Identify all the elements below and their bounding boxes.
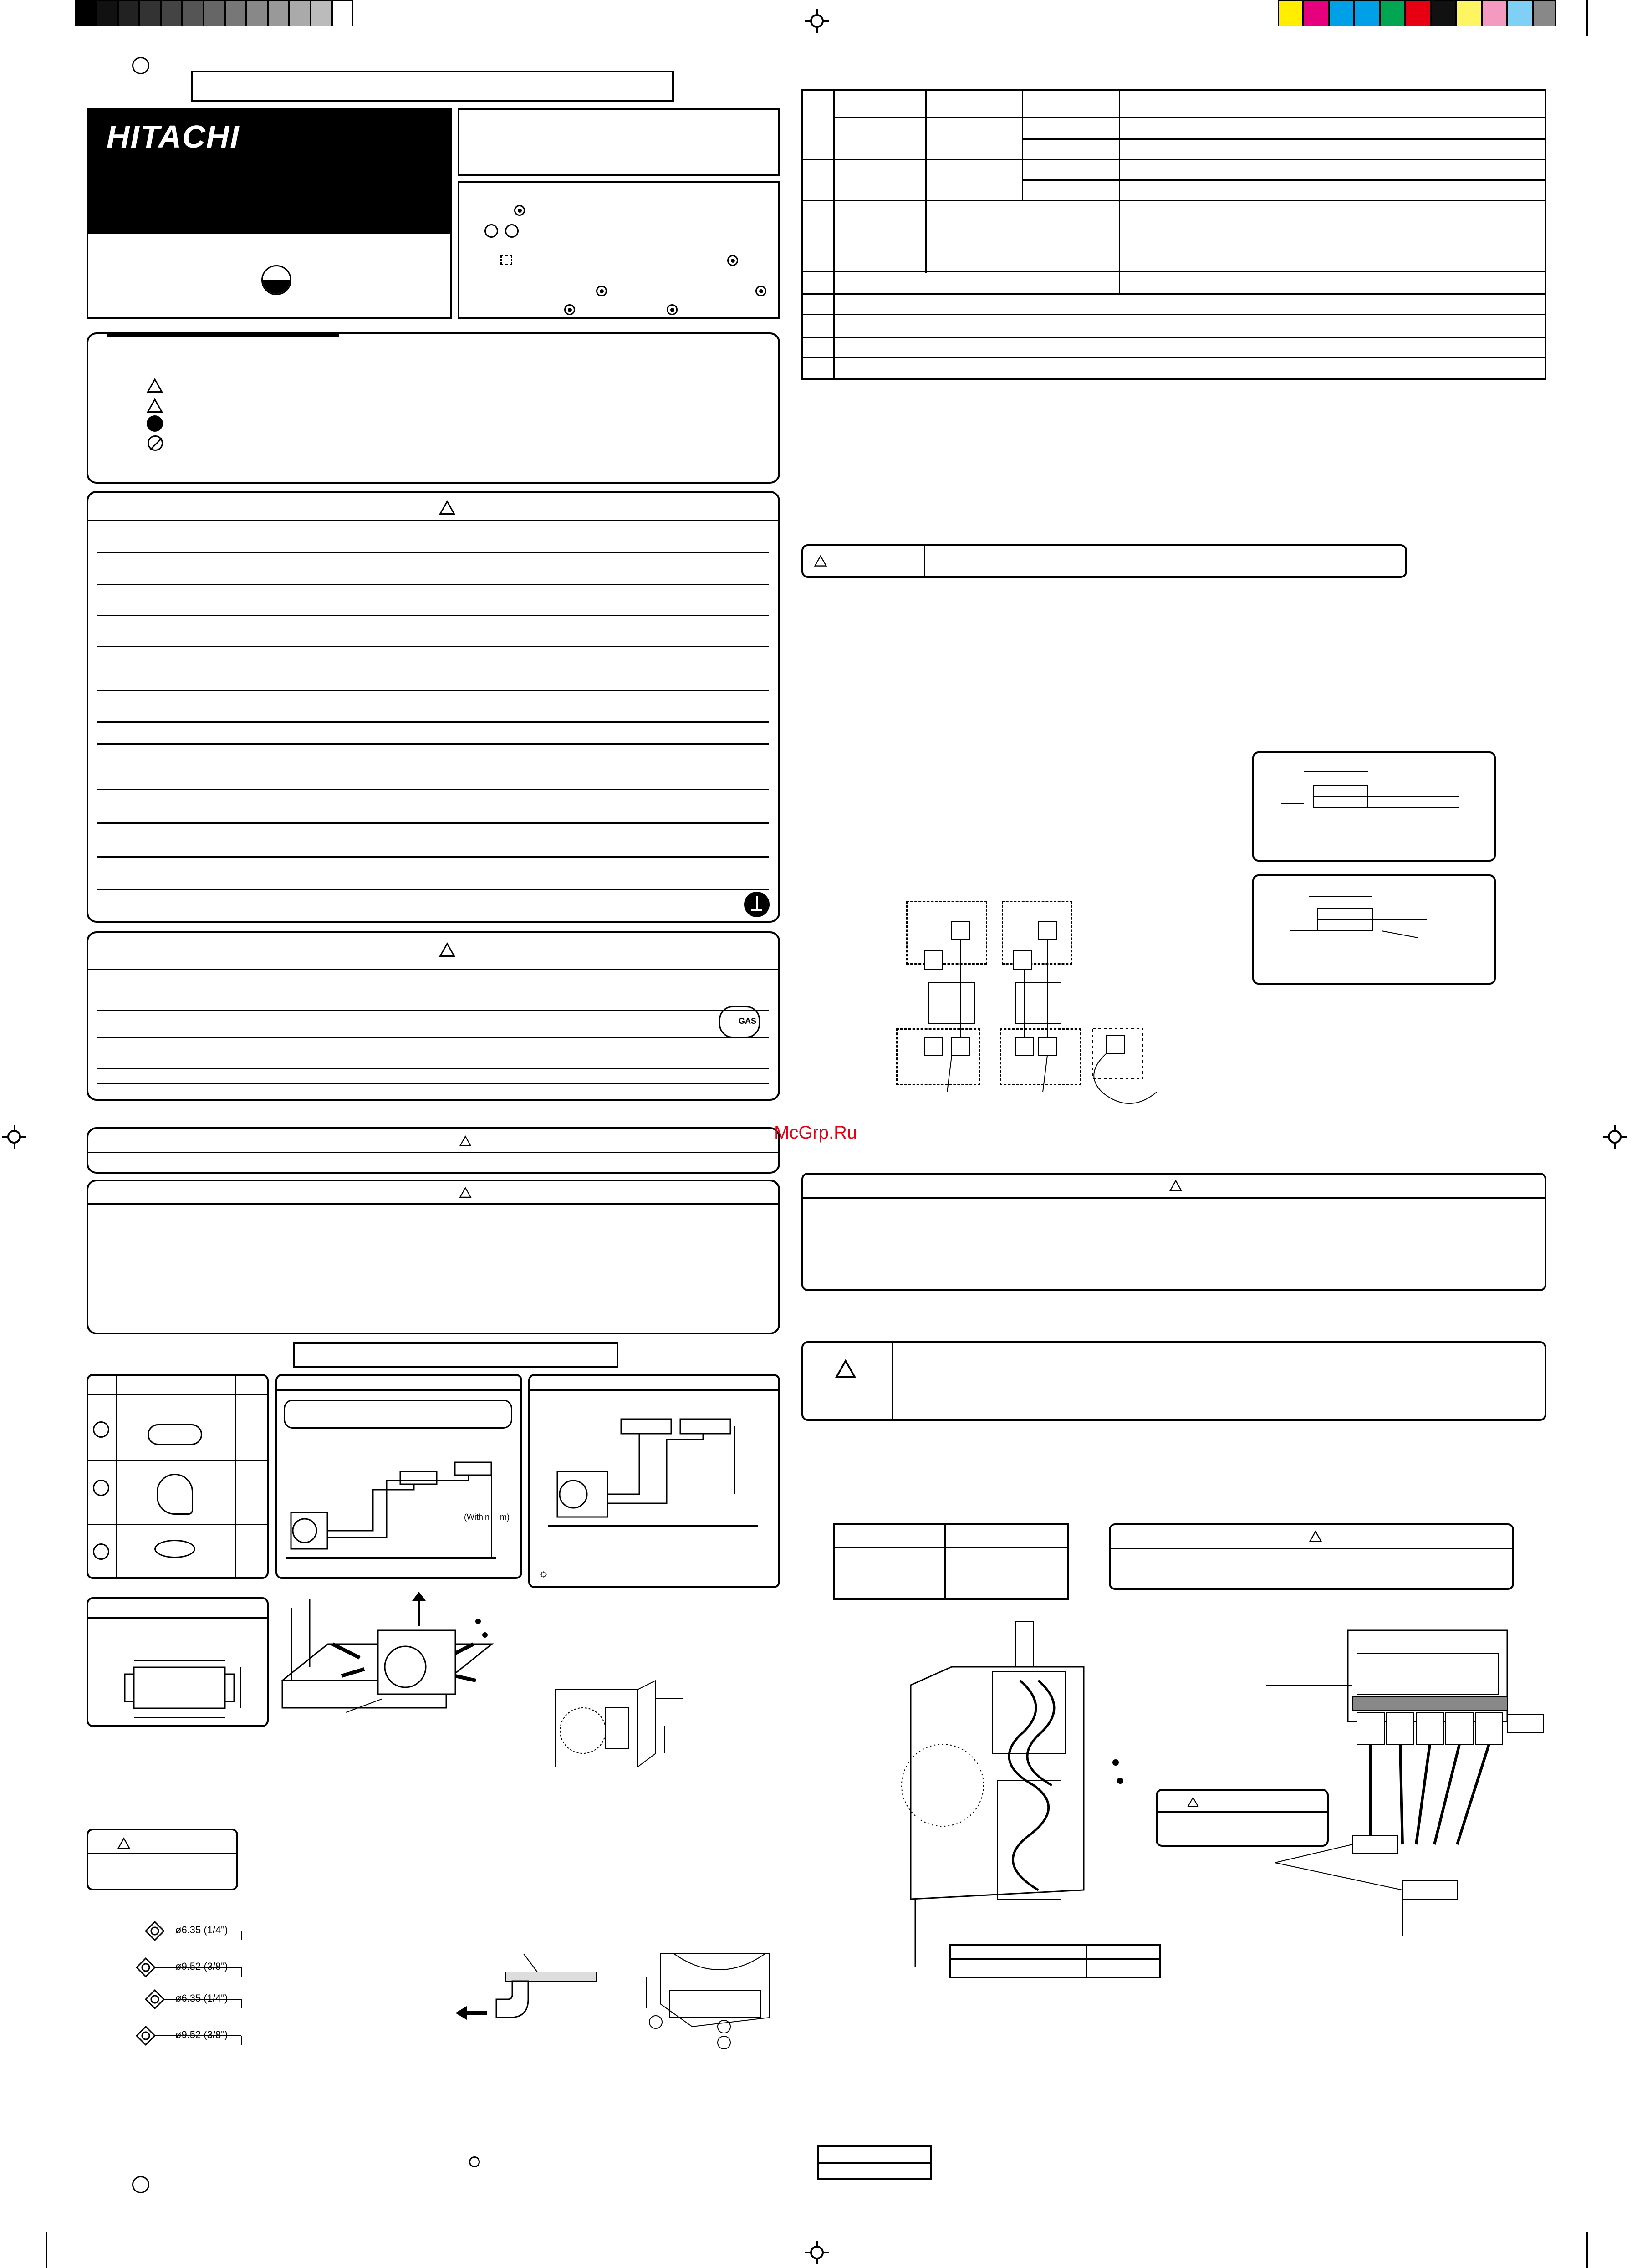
registration-mark-icon: [7, 1130, 21, 1144]
circle-icon: [93, 1421, 109, 1438]
color-bar: [1278, 0, 1556, 26]
wire-size-table: [949, 1944, 1161, 1978]
swatch: [1431, 0, 1456, 26]
caution-label-strip: [801, 544, 1407, 578]
part-number-box: [817, 2145, 932, 2180]
warning-box-right: [801, 1341, 1546, 1421]
swatch: [161, 0, 182, 26]
bullet-icon: [727, 255, 738, 266]
service-valve-drawing: [118, 1917, 255, 2063]
swatch: [311, 0, 332, 26]
dimensions-box: [87, 1597, 269, 1727]
base-drain-drawing: [638, 1949, 774, 2059]
mandatory-ground-icon: [147, 415, 163, 432]
installation-heading: [293, 1342, 618, 1368]
caution-triangle-icon: [117, 1837, 131, 1849]
gas-tag: GAS: [739, 1017, 757, 1026]
caution-triangle-icon: [814, 555, 827, 567]
brand-banner: [88, 110, 450, 234]
safety-symbols-box: [87, 332, 780, 484]
caution-small-box: [87, 1829, 238, 1890]
trim-mark: [46, 2232, 47, 2268]
trim-mark: [1586, 0, 1588, 36]
flare-drawing-box-1: [1252, 751, 1496, 862]
outdoor-unit-sketch: [546, 1681, 692, 1790]
caution-box-right: [801, 1173, 1546, 1291]
caution-triangle-icon: [1309, 1530, 1322, 1542]
swatch: [332, 0, 353, 26]
swatch: [75, 0, 97, 26]
circle-icon: [93, 1480, 109, 1496]
caution-triangle-icon: [1187, 1797, 1198, 1807]
pipe-size-label: ø6.35 (1/4"): [175, 1924, 228, 1936]
checkbox-icon: [500, 255, 512, 265]
caution-triangle-icon: [1169, 1180, 1183, 1191]
drain-elbow-icon: [157, 1474, 193, 1515]
drain-cap-icon: [154, 1540, 195, 1558]
caution-wiring-box: [1109, 1523, 1514, 1590]
swatch: [1456, 0, 1482, 26]
clearance-drawing: [273, 1589, 528, 1753]
registration-mark-icon: [810, 2246, 824, 2259]
piping-connection-drawing: [892, 901, 1184, 1138]
circle-icon: [132, 2176, 149, 2193]
title-strip: [191, 71, 674, 102]
swatch: [1380, 0, 1405, 26]
caution-note-box: [87, 1127, 780, 1174]
brand-logo: HITACHI: [107, 119, 240, 154]
gas-cylinder-icon: [719, 1006, 760, 1038]
trim-mark: [1586, 2232, 1588, 2268]
language-badge: [261, 265, 291, 295]
outdoor-unit-wiring-drawing: [902, 1617, 1193, 1963]
swatch: [1507, 0, 1533, 26]
terminal-block-drawing: [1266, 1626, 1548, 1936]
flare-drawing: [1254, 753, 1498, 863]
registration-mark-icon: [810, 14, 824, 28]
height-difference-drawing: [530, 1376, 782, 1590]
bullet-icon: [755, 286, 766, 296]
spec-table: [801, 89, 1546, 380]
model-box: [458, 108, 780, 176]
cable-table: [833, 1523, 1069, 1600]
parts-box: [458, 181, 780, 319]
swatch: [1533, 0, 1556, 26]
flare-drawing-box-2: [1252, 874, 1496, 985]
height-difference-diagram: [528, 1374, 780, 1588]
pipe-size-label: ø9.52 (3/8"): [175, 2029, 228, 2040]
caution-note-box-2: [87, 1180, 780, 1334]
grayscale-bar: [75, 0, 353, 26]
circle-icon: [132, 57, 149, 74]
watermark: McGrp.Ru: [774, 1123, 857, 1143]
mandatory-ground-icon: [744, 892, 770, 917]
swatch: [268, 0, 289, 26]
swatch: [1303, 0, 1329, 26]
piping-length-diagram: [275, 1374, 522, 1579]
caution-triangle-icon: [439, 942, 455, 957]
swatch: [118, 0, 139, 26]
swatch: [97, 0, 118, 26]
bullet-icon: [667, 304, 678, 315]
pipe-size-label: ø6.35 (1/4"): [175, 1992, 228, 2004]
swatch: [1354, 0, 1380, 26]
swatch: [182, 0, 204, 26]
caution-triangle-icon: [459, 1187, 472, 1198]
warning-triangle-icon: [835, 1359, 857, 1378]
swatch: [246, 0, 268, 26]
bullet-icon: [514, 205, 525, 216]
circle-icon: [93, 1543, 109, 1560]
bullet-icon: [596, 286, 607, 296]
prohibited-icon: [148, 435, 163, 451]
caution-triangle-icon: [147, 398, 163, 413]
warning-triangle-icon: [147, 378, 163, 393]
swatch: [139, 0, 161, 26]
registration-mark-icon: [1608, 1130, 1622, 1144]
warning-box: [87, 491, 780, 923]
caution-triangle-icon: [459, 1135, 472, 1146]
piping-length-drawing: [277, 1376, 524, 1581]
brand-header: [87, 108, 452, 319]
drain-elbow-drawing: [455, 1945, 606, 2036]
rubber-cap-icon: [148, 1424, 202, 1445]
pipe-size-label: ø9.52 (3/8"): [175, 1961, 228, 1972]
dimensions-drawing: [88, 1599, 270, 1729]
within-label: (Within m): [464, 1512, 510, 1522]
swatch: [289, 0, 311, 26]
warning-triangle-icon: [439, 500, 455, 515]
swatch: [204, 0, 225, 26]
circle-icon: [469, 2156, 480, 2167]
swatch: [225, 0, 246, 26]
caution-box: [87, 931, 780, 1101]
circle-icon: [505, 224, 519, 238]
swatch: [1278, 0, 1303, 26]
accessory-table: [87, 1374, 269, 1579]
swatch: [1405, 0, 1431, 26]
flare-drawing: [1254, 876, 1498, 986]
star-note-icon: ☼: [538, 1566, 549, 1580]
circle-icon: [484, 224, 498, 238]
swatch: [1482, 0, 1507, 26]
bullet-icon: [564, 304, 575, 315]
swatch: [1329, 0, 1354, 26]
